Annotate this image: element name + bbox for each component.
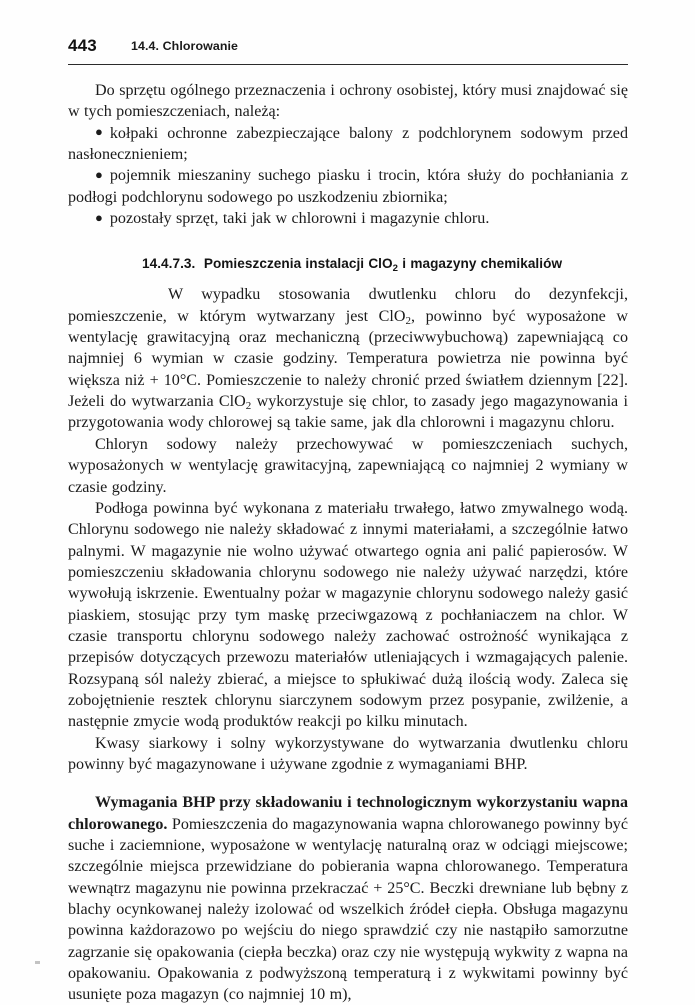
paragraph-clo2-part-c: wykorzystuje się chlor, to zasady jego magazynowania i przygotowania wody chlorowej są takie same, jak dla chlorowni i magazynu chloru. xyxy=(68,393,628,432)
paragraph-clo2-part-b: , powinno być wyposażone w wentylację grawitacyjną oraz mechaniczną (przeciwwybuchową) zapewniającą co najmniej 6 wymian w czasie godziny. Temperatura powietrza nie powinna być większa niż + 10°C. Pomieszczenie to należy chronić przed światłem dziennym [22]. Jeżeli do wytwarzania ClO xyxy=(68,307,628,411)
paragraph-intro: Do sprzętu ogólnego przeznaczenia i ochrony osobistej, który musi znajdować się w tych pomieszczeniach, należą: xyxy=(68,82,628,121)
section-title-subscript: 2 xyxy=(392,263,399,275)
section-number: 14.4.7.3. xyxy=(142,256,196,272)
formula-subscript: 2 xyxy=(245,400,252,413)
running-head xyxy=(68,36,628,58)
bullet-icon: ● xyxy=(95,209,103,225)
bullet-icon: ● xyxy=(95,124,103,140)
list-item xyxy=(68,165,628,208)
list-item-text: kołpaki ochronne zabezpieczające balony z podchlorynem sodowym przed nasłonecznieniem; xyxy=(68,124,628,164)
header-rule xyxy=(68,64,628,65)
list-item xyxy=(68,123,628,166)
section-title-part-2: i magazyny chemikaliów xyxy=(402,256,563,272)
text-column xyxy=(68,80,628,1006)
list-item-text: pojemnik mieszaniny suchego piasku i trocin, która służy do pochłaniania z podłogi podchlorynu sodowego po uszkodzeniu zbiornika; xyxy=(68,167,628,206)
page-number: 443 xyxy=(68,36,97,55)
paragraph-acids: Kwasy siarkowy i solny wykorzystywane do wytwarzania dwutlenku chloru powinny być magazynowane i używane zgodnie z wymaganiami BHP. xyxy=(68,734,628,773)
paragraph-bhp-lead-in: Wymagania BHP przy składowaniu i technologicznym wykorzystaniu wapna chlorowanego. xyxy=(68,794,628,833)
bullet-icon: ● xyxy=(95,166,103,182)
spacer xyxy=(68,229,628,254)
list-item xyxy=(68,208,628,229)
section-title-part-1: Pomieszczenia instalacji ClO xyxy=(203,256,393,272)
paragraph-floor-and-fire: Podłoga powinna być wykonana z materiału trwałego, łatwo zmywalnego wodą. Chlorynu sodowego nie należy składować z innymi materiałami, a szczególnie łatwo palnymi. W magazynie nie wolno używać otwartego ognia ani palić papierosów. W pomieszczeniu składowania chlorynu sodowego nie należy używać narzędzi, które wywołują iskrzenie. Ewentualny pożar w magazynie chlorynu sodowego należy gasić piaskiem, stosując przy tym maskę przeciwgazową z pochłaniaczem na chlor. W czasie transportu chlorynu sodowego należy zachować ostrożność wynikająca z przepisów dotyczących przewozu materiałów utleniających i wzmagających palenie. Rozsypaną sól należy zbierać, a miejsce to spłukiwać dużą ilością wody. Zaleca się zobojętnienie resztek chlorynu siarczynem sodowym przez posypanie, zwilżenie, a następnie zmycie wodą produktów reakcji po kilku minutach. xyxy=(68,499,628,731)
paragraph-bhp-body: Pomieszczenia do magazynowania wapna chlorowanego powinny być suche i zaciemnione, wyposażone w wentylację naturalną oraz w odciągi miejscowe; szczególnie miejsca przewidziane do pobierania wapna chlorowanego. Temperatura wewnątrz magazynu nie powinna przekraczać + 25°C. Beczki drewniane lub bębny z blachy ocynkowanej należy izolować od wszelkich źródeł ciepła. Obsługa magazynu powinna każdorazowo po wejściu do niego sprawdzić czy nie nastąpiło samorzutne zagrzanie się opakowania (ciepła beczka) oraz czy nie występują wykwity z wapna na opakowaniu. Opakowania z podwyższoną temperaturą i z wykwitami powinny być usunięte poza magazyn (co najmniej 10 m), xyxy=(68,815,628,1004)
paragraph-chloryn-storage: Chloryn sodowy należy przechowywać w pomieszczeniach suchych, wyposażonych w wentylację grawitacyjną, zapewniającą co najmniej 2 wymiany w czasie godziny. xyxy=(68,435,628,496)
scan-artifact xyxy=(35,961,40,964)
paragraph-clo2-requirements xyxy=(68,284,628,433)
section-heading xyxy=(68,254,628,274)
spacer xyxy=(68,775,628,792)
paragraph-bhp-lime xyxy=(68,792,628,1005)
running-head-title: 14.4. Chlorowanie xyxy=(131,39,239,53)
list-item-text: pozostały sprzęt, taki jak w chlorowni i magazynie chloru. xyxy=(109,210,490,228)
spacer xyxy=(68,274,628,284)
paragraph-clo2-part-a: W wypadku stosowania dwutlenku chloru do dezynfekcji, pomieszczenie, w którym wytwarzany jest ClO xyxy=(68,286,628,325)
formula-subscript: 2 xyxy=(405,314,411,327)
